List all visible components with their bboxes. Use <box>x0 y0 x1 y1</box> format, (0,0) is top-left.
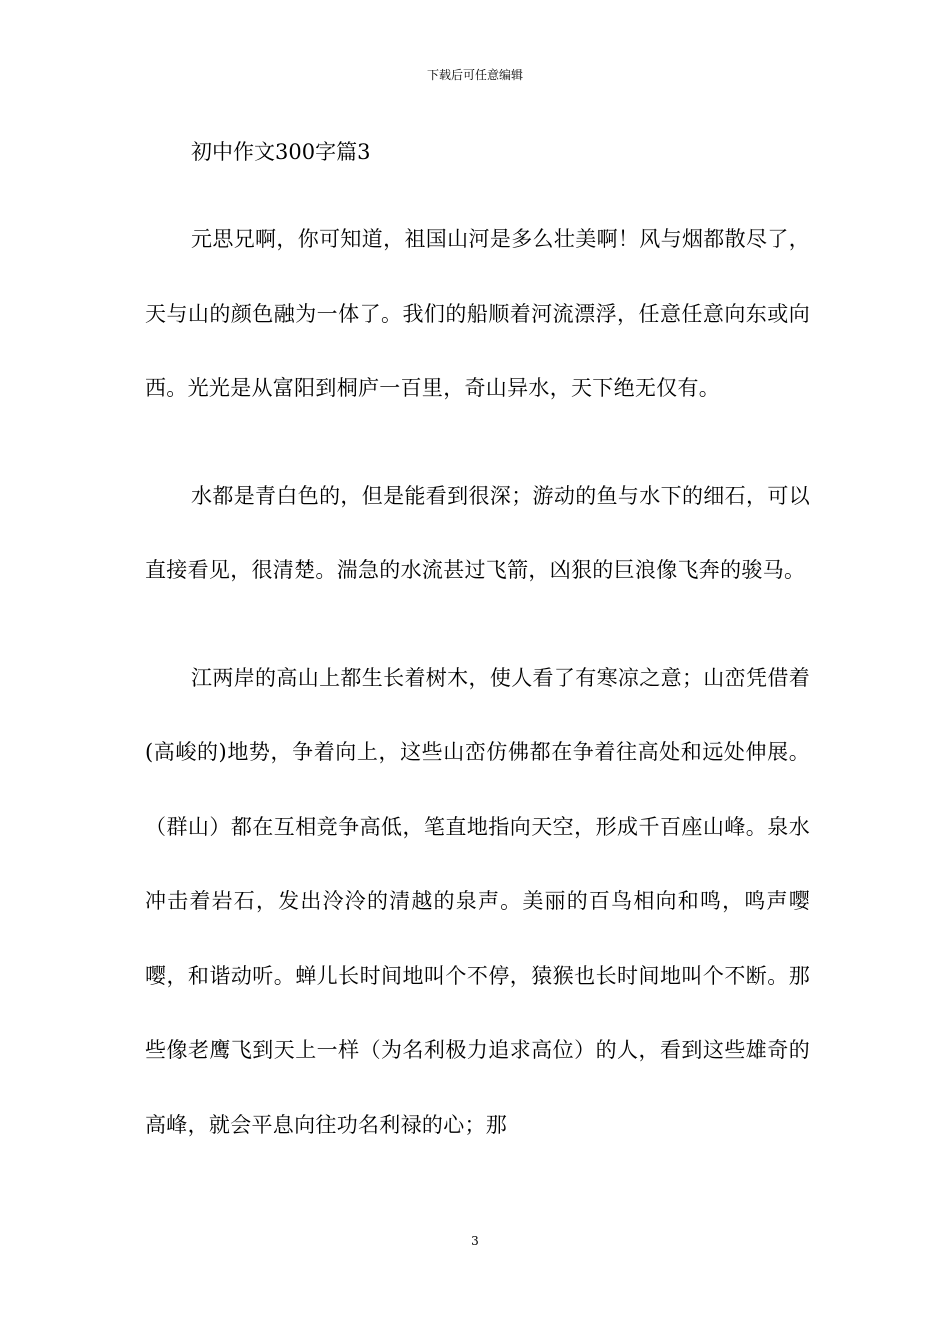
page-header: 下载后可任意编辑 <box>426 68 523 82</box>
document-body <box>145 131 810 1162</box>
paragraph-1: 元思兄啊，你可知道，祖国山河是多么壮美啊！风与烟都散尽了，天与山的颜色融为一体了。我们的船顺着河流漂浮，任意任意向东或向西。光光是从富阳到桐庐一百里，奇山异水，天下绝无仅有。 <box>145 227 810 400</box>
page-number: 3 <box>471 1234 479 1248</box>
paragraph-3: 江两岸的高山上都生长着树木，使人看了有寒凉之意；山峦凭借着(高峻的)地势，争着向上，这些山峦仿佛都在争着往高处和远处伸展。（群山）都在互相竞争高低，笔直地指向天空，形成千百座山峰。泉水冲击着岩石，发出泠泠的清越的泉声。美丽的百鸟相向和鸣，鸣声嘤嘤，和谐动听。蝉儿长时间地叫个不停，猿猴也长时间地叫个不断。那些像老鹰飞到天上一样（为名利极力追求高位）的人，看到这些雄奇的高峰，就会平息向往功名利禄的心；那 <box>145 665 810 1137</box>
document-title: 初中作文300字篇3 <box>191 140 371 164</box>
paragraph-2: 水都是青白色的，但是能看到很深；游动的鱼与水下的细石，可以直接看见，很清楚。湍急的水流甚过飞箭，凶狠的巨浪像飞奔的骏马。 <box>145 483 810 582</box>
